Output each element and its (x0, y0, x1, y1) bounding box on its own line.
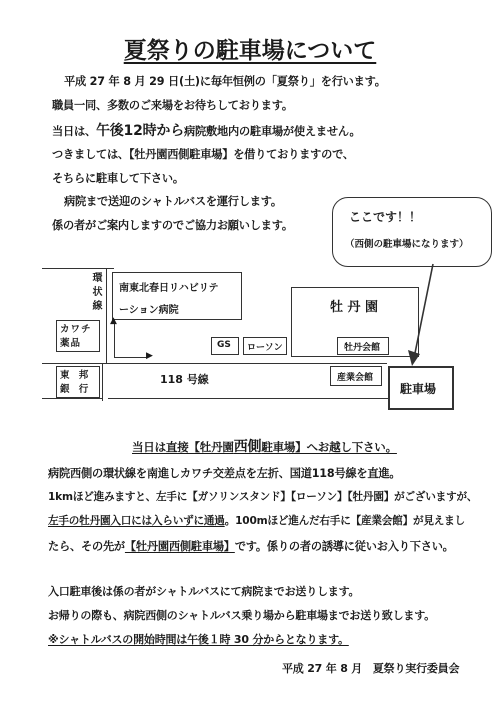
map-road-118-south-left (42, 398, 102, 399)
pointer-arrow-icon (400, 260, 440, 370)
map-arrow-shaft-v (114, 322, 115, 358)
intro-line-4: つきましては、【牡丹園西側駐車場】を借りておりますので、 (52, 148, 354, 161)
directions-line-4 (48, 538, 454, 554)
directions-heading-post: 駐車場】へお越し下さい。 (261, 440, 397, 454)
map-road-118-south (108, 398, 388, 399)
footer-line-1: 入口駐車後は係の者がシャトルバスにて病院までお送りします。 (48, 585, 360, 598)
callout-note: （西側の駐車場になります） (345, 239, 469, 250)
intro-line-6: 病院まで送迎のシャトルバスを運行します。 (64, 195, 282, 208)
directions-line-3-post: 。100mほど進んだ右手に【産業会館】が見えまし (224, 515, 465, 527)
callout-bubble (332, 197, 492, 267)
map-arrow-shaft-h (114, 357, 148, 358)
directions-line-3 (48, 513, 465, 528)
intro-line-3-pre: 当日は、 (52, 125, 96, 138)
arrow-up-icon: ▲ (110, 316, 117, 326)
map-gs-box (211, 337, 239, 355)
map-lawson-box (243, 337, 287, 355)
map-hospital-label-1: 南東北春日リハビリテ (119, 283, 219, 294)
map-toho-box (56, 366, 100, 398)
intro-line-5: そちらに駐車して下さい。 (52, 172, 184, 185)
map-sangyo-kaikan-box (330, 366, 382, 386)
map-parking-label: 駐車場 (400, 382, 437, 396)
arrow-right-icon: ▶ (146, 351, 153, 361)
map-road-junction (102, 363, 103, 401)
map-botan-label: 牡 丹 園 (330, 300, 379, 315)
map-kawachi-label: カワチ薬品 (60, 324, 92, 349)
map-hospital-box (112, 272, 242, 320)
map-botan-kaikan-box (337, 337, 389, 355)
map-lawson-label: ローソン (247, 343, 283, 353)
map-hospital-label-2: ーション病院 (119, 305, 179, 316)
intro-line-3-emphasis: 午後12時から (95, 123, 185, 139)
map-road-kanjo (106, 268, 107, 363)
directions-heading-emphasis: 西側 (233, 439, 262, 455)
intro-line-2: 職員一同、多数のご来場をお待ちしております。 (52, 99, 293, 112)
intro-line-3-post: 病院敷地内の駐車場が使えません。 (184, 125, 361, 138)
intro-line-1: 平成 27 年 8 月 29 日(土)に毎年恒例の「夏祭り」を行います。 (64, 75, 386, 88)
map-route-118-label: 118 号線 (160, 373, 209, 386)
footer-signature: 平成 27 年 8 月 夏祭り実行委員会 (282, 662, 460, 675)
map-gs-label: GS (217, 340, 231, 350)
directions-line-4-pre: たら、その先が (48, 540, 125, 553)
directions-line-4-underlined: 【牡丹園西側駐車場】 (124, 540, 235, 553)
map-label-kanjo: 環状線 (90, 272, 101, 314)
map-kawachi-box (56, 320, 100, 352)
map-toho-label: 東 邦 銀 行 (60, 370, 92, 395)
directions-line-3-underlined: 左手の牡丹園入口には入らいずに通過 (48, 515, 225, 527)
map-sangyo-kaikan-label: 産業会館 (337, 373, 374, 383)
map-road-top (42, 268, 114, 269)
directions-line-4-post: です。係りの者の誘導に従いお入り下さい。 (234, 540, 454, 553)
directions-line-2: 1kmほど進みますと、左手に【ガソリンスタンド】【ローソン】【牡丹園】がございますが、 (48, 491, 478, 503)
intro-line-3 (52, 120, 361, 140)
directions-heading (132, 436, 397, 456)
directions-line-1: 病院西側の環状線を南進しカワチ交差点を左折、国道118号線を直進。 (48, 467, 401, 480)
footer-line-3: ※シャトルバスの開始時間は午後１時 30 分からとなります。 (48, 633, 349, 646)
directions-heading-pre: 当日は直接【牡丹園 (132, 440, 234, 454)
page-title: 夏祭りの駐車場について (123, 38, 377, 64)
map-parking-box (388, 366, 454, 410)
intro-line-7: 係の者がご案内しますのでご協力お願いします。 (52, 219, 293, 232)
callout-headline: ここです！！ (349, 210, 422, 224)
map-botan-kaikan-label: 牡丹会館 (344, 343, 381, 353)
footer-line-2: お帰りの際も、病院西側のシャトルバス乗り場から駐車場までお送り致します。 (48, 609, 435, 622)
map-road-118-north (42, 363, 387, 364)
